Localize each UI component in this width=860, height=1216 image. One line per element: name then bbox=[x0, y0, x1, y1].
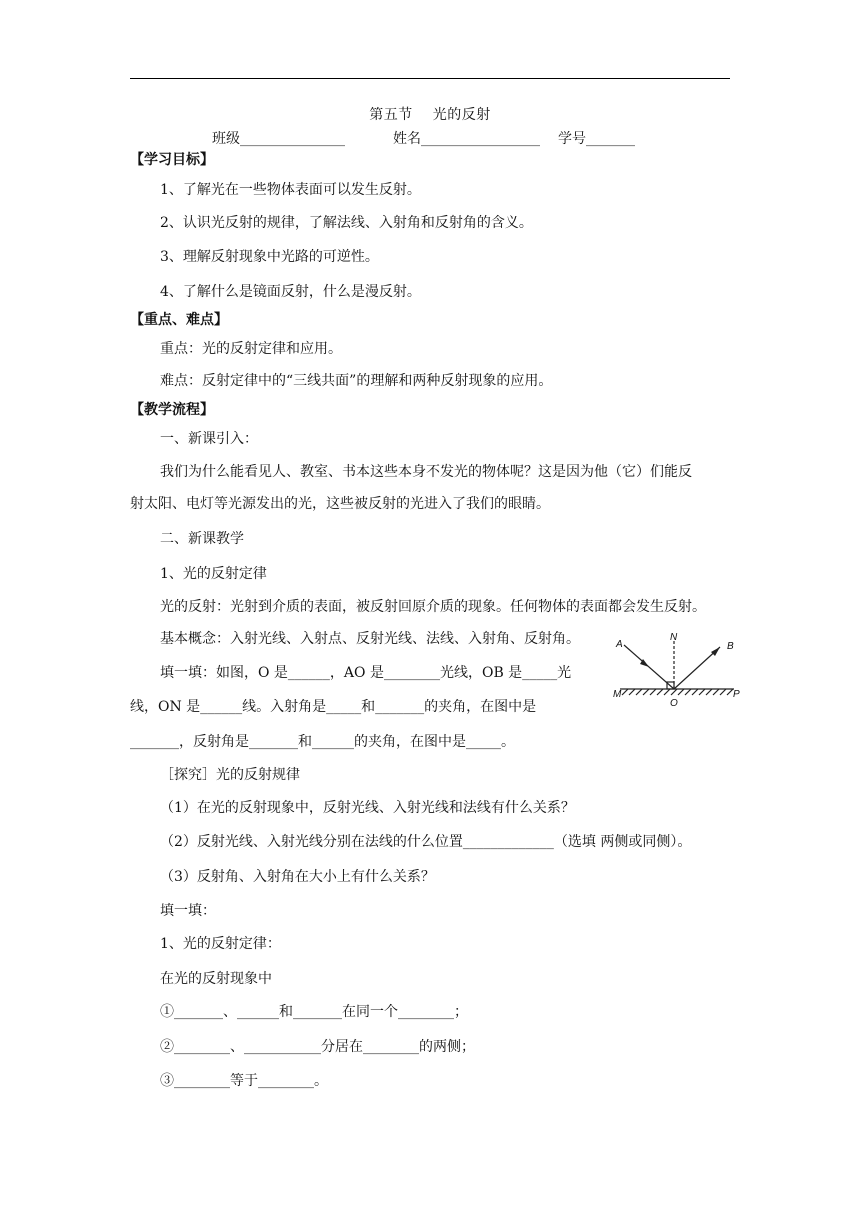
explore-question: （3）反射角、入射角在大小上有什么关系？ bbox=[160, 869, 435, 885]
reflection-diagram bbox=[612, 631, 742, 709]
key-point: 重点：光的反射定律和应用。 bbox=[160, 341, 342, 357]
section-number: 第五节 bbox=[369, 107, 413, 123]
fill-in-line: _______，反射角是_______和______的夹角，在图中是_____。 bbox=[130, 734, 515, 750]
intro-paragraph-line: 射太阳、电灯等光源发出的光，这些被反射的光进入了我们的眼睛。 bbox=[130, 496, 550, 512]
section-topic: 光的反射 bbox=[432, 107, 491, 123]
explore-title: ［探究］光的反射规律 bbox=[160, 767, 300, 783]
flow-heading: 【教学流程】 bbox=[130, 402, 214, 418]
top-rule bbox=[130, 78, 730, 79]
goal-item: 4、了解什么是镜面反射，什么是漫反射。 bbox=[160, 284, 421, 300]
fill-in-line: 线，ON 是______线。入射角是_____和_______的夹角，在图中是 bbox=[130, 699, 537, 715]
label-a: A bbox=[616, 639, 623, 650]
fill-in-line: 填一填：如图，O 是______，AO 是________光线，OB 是_____光 bbox=[160, 665, 572, 681]
goal-item: 3、理解反射现象中光路的可逆性。 bbox=[160, 249, 379, 265]
goal-item: 1、了解光在一些物体表面可以发生反射。 bbox=[160, 182, 421, 198]
fill-in-title: 填一填： bbox=[160, 903, 216, 919]
student-id-field[interactable]: 学号_______ bbox=[558, 131, 635, 147]
label-n: N bbox=[670, 632, 678, 643]
label-o: O bbox=[670, 698, 678, 709]
difficult-point: 难点：反射定律中的“三线共面”的理解和两种反射现象的应用。 bbox=[160, 373, 553, 389]
goal-item: 2、认识光反射的规律，了解法线、入射角和反射角的含义。 bbox=[160, 215, 533, 231]
law-item: ②________、___________分居在________的两侧； bbox=[160, 1039, 475, 1055]
label-m: M bbox=[613, 689, 622, 700]
page-title bbox=[0, 106, 860, 124]
intro-title: 一、新课引入： bbox=[160, 431, 258, 447]
name-field[interactable]: 姓名_________________ bbox=[393, 131, 540, 147]
law-item: ①_______、______和_______在同一个________； bbox=[160, 1004, 468, 1020]
reflection-definition: 光的反射：光射到介质的表面，被反射回原介质的现象。任何物体的表面都会发生反射。 bbox=[160, 599, 706, 615]
law-title: 1、光的反射定律 bbox=[160, 566, 267, 582]
law-item: ③________等于________。 bbox=[160, 1073, 328, 1089]
label-p: P bbox=[733, 689, 740, 700]
law-summary-intro: 在光的反射现象中 bbox=[160, 971, 272, 987]
explore-question: （1）在光的反射现象中，反射光线、入射光线和法线有什么关系？ bbox=[160, 800, 575, 816]
label-b: B bbox=[727, 641, 734, 652]
explore-question: （2）反射光线、入射光线分别在法线的什么位置_____________（选填 两侧或同侧）。 bbox=[160, 834, 692, 850]
class-field[interactable]: 班级_______________ bbox=[212, 131, 345, 147]
law-summary-title: 1、光的反射定律： bbox=[160, 936, 281, 952]
goals-heading: 【学习目标】 bbox=[130, 152, 214, 168]
basic-concepts: 基本概念：入射光线、入射点、反射光线、法线、入射角、反射角。 bbox=[160, 631, 580, 647]
student-info-row bbox=[212, 130, 635, 148]
teach-title: 二、新课教学 bbox=[160, 531, 244, 547]
key-points-heading: 【重点、难点】 bbox=[130, 312, 228, 328]
intro-paragraph-line: 我们为什么能看见人、教室、书本这些本身不发光的物体呢？这是因为他（它）们能反 bbox=[160, 464, 692, 480]
